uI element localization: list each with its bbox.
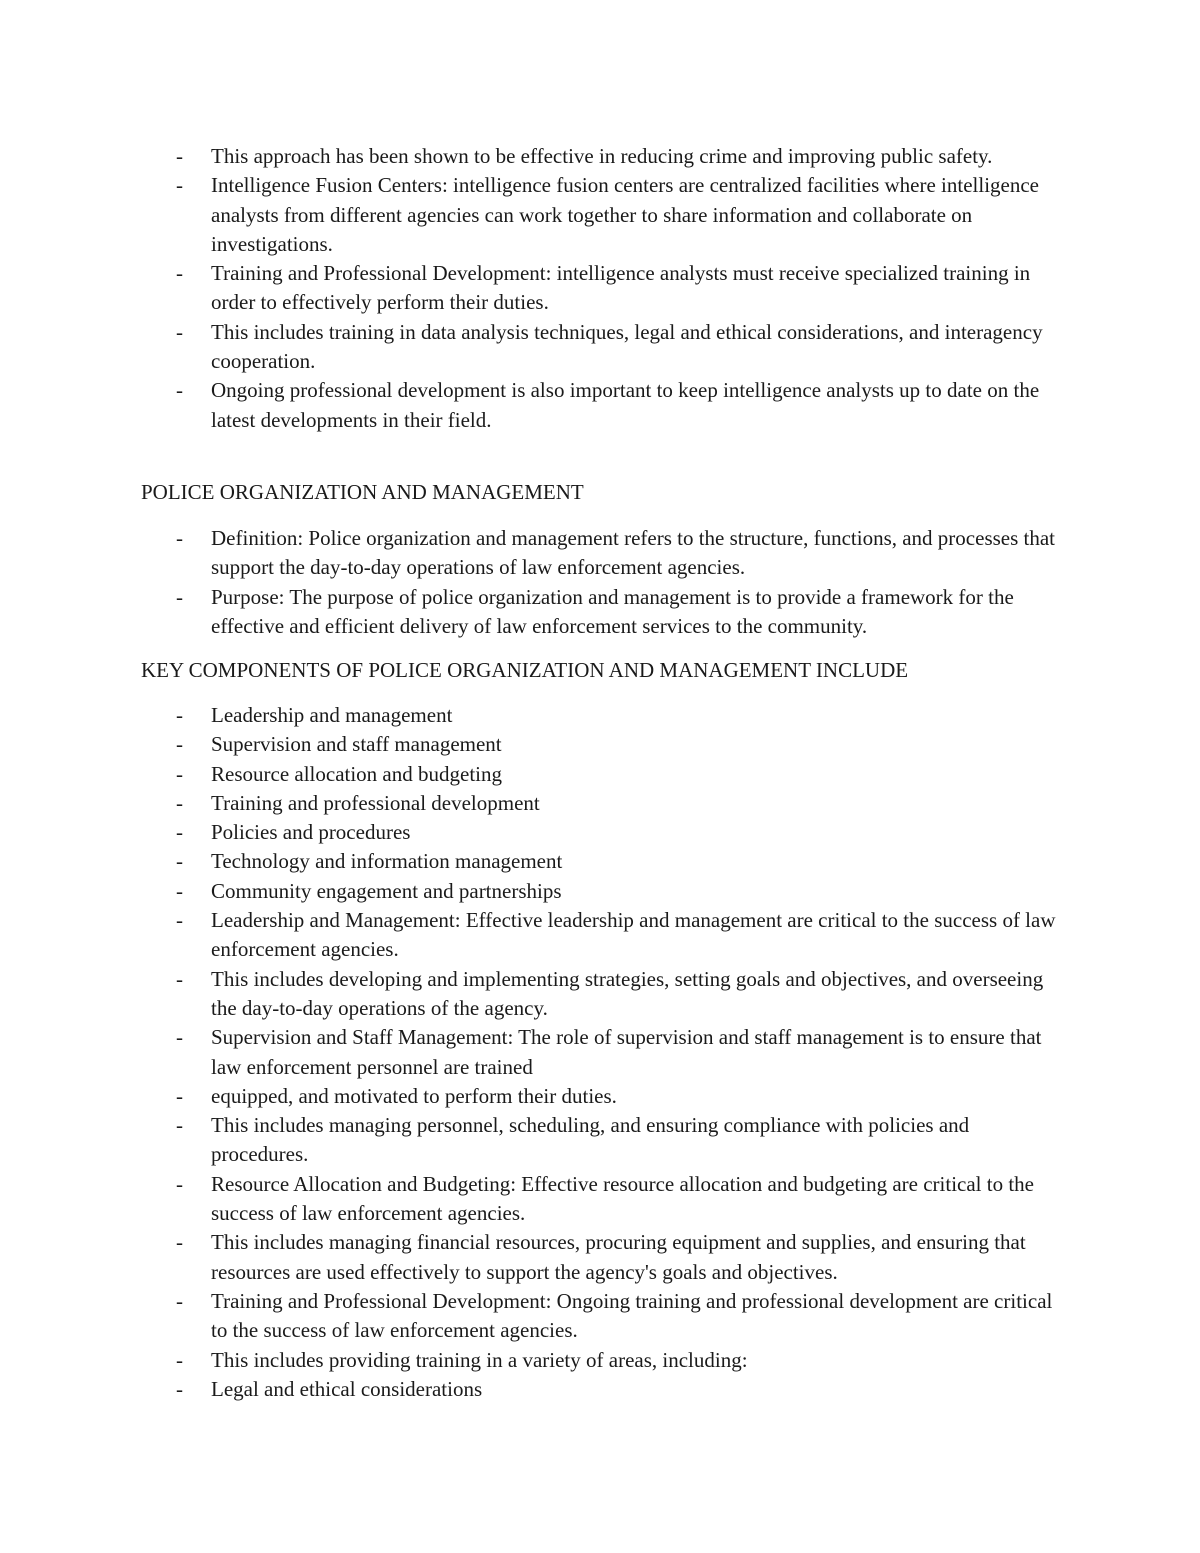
bullet-dash: -	[176, 378, 183, 403]
bullet-dash: -	[176, 173, 183, 198]
list-item	[0, 965, 1061, 1024]
bullet-dash: -	[176, 1113, 183, 1138]
list-item	[0, 524, 1061, 583]
list-item-text: Ongoing professional development is also important to keep intelligence analysts up to date on the latest developments in their field.	[211, 378, 1040, 432]
bullet-dash: -	[176, 1171, 183, 1196]
bullet-dash: -	[176, 584, 183, 609]
bullet-dash: -	[176, 849, 183, 874]
list-item	[0, 1346, 1061, 1375]
bullet-dash: -	[176, 703, 183, 727]
list-item-text: Definition: Police organization and management refers to the structure, functions, and processes that support the day-to-day operations of law enforcement agencies.	[211, 526, 1056, 580]
bullet-dash: -	[176, 261, 183, 286]
bullet-dash: -	[176, 526, 183, 550]
list-item-text: Training and professional development	[211, 790, 540, 815]
bullet-dash: -	[176, 878, 183, 903]
list-item	[0, 1287, 1061, 1346]
bullet-dash: -	[176, 761, 183, 786]
list-item-text: Training and Professional Development: Ongoing training and professional development are critical to the success of law enforcement agencies.	[211, 1288, 1053, 1343]
list-item-text: equipped, and motivated to perform their duties.	[211, 1083, 617, 1108]
list-item	[0, 1170, 1061, 1229]
bullet-dash: -	[176, 1376, 183, 1401]
bullet-dash: -	[176, 732, 183, 757]
list-item-text: Supervision and staff management	[211, 732, 502, 757]
section-heading-police-organization: POLICE ORGANIZATION AND MANAGEMENT	[141, 480, 584, 504]
list-item	[0, 1082, 1061, 1111]
section-police-organization-list	[0, 524, 1200, 641]
list-item-text: Resource allocation and budgeting	[211, 761, 502, 786]
list-item-text: This includes providing training in a variety of areas, including:	[211, 1347, 748, 1372]
list-item-text: This includes training in data analysis techniques, legal and ethical considerations, and interagency cooperation.	[211, 319, 1043, 374]
list-item-text: This includes managing personnel, scheduling, and ensuring compliance with policies and procedures.	[211, 1113, 970, 1167]
bullet-dash: -	[176, 1025, 183, 1050]
bullet-dash: -	[176, 1083, 183, 1108]
list-item	[0, 760, 1061, 789]
list-item-text: Training and Professional Development: intelligence analysts must receive specialized training in order to effectively perform their duties.	[211, 261, 1031, 315]
list-item-text: This includes developing and implementing strategies, setting goals and objectives, and overseeing the day-to-day operations of the agency.	[211, 966, 1044, 1020]
list-item	[0, 259, 1061, 318]
list-item-text: Resource Allocation and Budgeting: Effective resource allocation and budgeting are critical to the success of law enforcement agencies.	[211, 1171, 1034, 1226]
list-item-text: Intelligence Fusion Centers: intelligence fusion centers are centralized facilities where intelligence analysts from different agencies can work together to share information and collaborate on investigations.	[211, 173, 1039, 256]
section-intelligence-list	[0, 142, 1200, 435]
list-item-text: Policies and procedures	[211, 820, 411, 845]
list-item	[0, 1228, 1061, 1287]
bullet-dash: -	[176, 144, 183, 168]
list-item	[0, 1375, 1061, 1404]
list-item-text: Supervision and Staff Management: The role of supervision and staff management is to ensure that law enforcement personnel are trained	[211, 1025, 1042, 1079]
list-item	[0, 142, 1061, 171]
key-components-bullet-list	[0, 701, 1200, 1404]
list-item-text: Legal and ethical considerations	[211, 1376, 483, 1401]
list-item	[0, 376, 1061, 435]
list-item	[0, 1111, 1061, 1170]
list-item-text: This includes managing financial resources, procuring equipment and supplies, and ensuring that resources are used effectively to support the agency's goals and objectives.	[211, 1230, 1026, 1284]
section-key-components-list	[0, 701, 1200, 1404]
list-item	[0, 877, 1061, 906]
list-item	[0, 847, 1061, 876]
bullet-dash: -	[176, 1230, 183, 1255]
bullet-dash: -	[176, 908, 183, 933]
list-item	[0, 171, 1061, 259]
bullet-dash: -	[176, 966, 183, 991]
list-item	[0, 701, 1061, 730]
list-item	[0, 818, 1061, 847]
list-item-text: Community engagement and partnerships	[211, 878, 562, 903]
list-item	[0, 730, 1061, 759]
police-organization-bullet-list	[0, 524, 1200, 641]
list-item-text: Technology and information management	[211, 849, 563, 874]
list-item-text: Leadership and Management: Effective leadership and management are critical to the success of law enforcement agencies.	[211, 908, 1056, 962]
bullet-dash: -	[176, 790, 183, 815]
list-item-text: Purpose: The purpose of police organization and management is to provide a framework for the effective and efficient delivery of law enforcement services to the community.	[211, 584, 1014, 638]
list-item	[0, 1023, 1061, 1082]
list-item-text: Leadership and management	[211, 703, 453, 727]
list-item	[0, 906, 1061, 965]
list-item-text: This approach has been shown to be effective in reducing crime and improving public safety.	[211, 144, 993, 168]
bullet-dash: -	[176, 319, 183, 344]
section-heading-key-components: KEY COMPONENTS OF POLICE ORGANIZATION AND MANAGEMENT INCLUDE	[141, 658, 909, 682]
bullet-dash: -	[176, 1288, 183, 1313]
intelligence-bullet-list	[0, 142, 1200, 435]
list-item	[0, 318, 1061, 377]
list-item	[0, 583, 1061, 642]
bullet-dash: -	[176, 1347, 183, 1372]
bullet-dash: -	[176, 820, 183, 845]
list-item	[0, 789, 1061, 818]
